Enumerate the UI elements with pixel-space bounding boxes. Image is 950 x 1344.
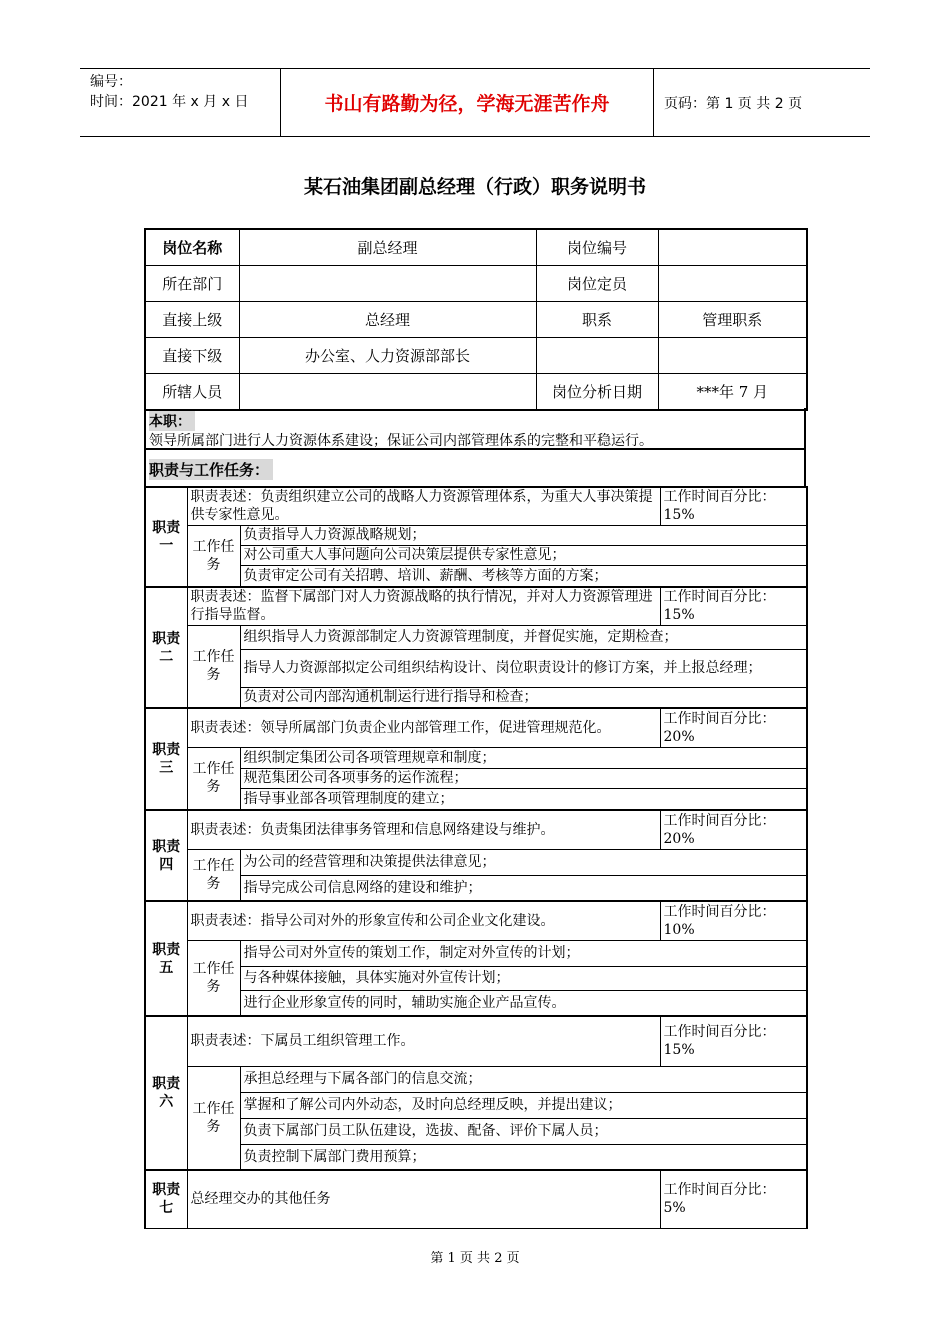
- work-task-item: 负责对公司内部沟通机制运行进行指导和检查；: [240, 687, 807, 708]
- time-percent-value: 15%: [663, 607, 695, 624]
- work-task-item: 为公司的经营管理和决策提供法律意见；: [240, 849, 807, 875]
- work-tasks-label: 工作任务: [187, 525, 240, 587]
- dept-value: [239, 266, 536, 302]
- duty-desc-row: [145, 708, 807, 747]
- time-percent-value: 5%: [663, 1200, 686, 1217]
- time-percent-label: 工作时间百分比：: [663, 1182, 776, 1199]
- core-duty-heading: 本职：: [149, 411, 195, 431]
- work-tasks-label: 工作任务: [187, 747, 240, 810]
- duty-task-row: [145, 966, 807, 990]
- post-code-value: [658, 229, 807, 266]
- analysis-date-value: ***年 7 月: [658, 374, 807, 411]
- duty-desc-row: [145, 487, 807, 525]
- page-header: [80, 68, 870, 137]
- duty-task-row: [145, 768, 807, 788]
- duties-table: [144, 486, 808, 1229]
- post-name-label: 岗位名称: [145, 229, 239, 266]
- duty-description: 职责表述：领导所属部门负责企业内部管理工作，促进管理规范化。: [187, 708, 660, 747]
- duty-description: 总经理交办的其他任务: [187, 1170, 660, 1228]
- duty-task-row: [145, 849, 807, 875]
- dept-label: 所在部门: [145, 266, 239, 302]
- work-task-item: 规范集团公司各项事务的运作流程；: [240, 768, 807, 788]
- work-task-item: 负责指导人力资源战略规划；: [240, 525, 807, 545]
- work-tasks-label: 工作任务: [187, 849, 240, 901]
- time-percent-label: 工作时间百分比：: [663, 589, 776, 606]
- duties-heading-row: [144, 450, 806, 487]
- time-percent-label: 工作时间百分比：: [663, 710, 776, 727]
- duty-task-row: [145, 649, 807, 687]
- basic-info-table: [144, 228, 808, 411]
- header-meta: [80, 69, 281, 136]
- work-task-item: 负责下属部门员工队伍建设，选拔、配备、评价下属人员；: [240, 1118, 807, 1144]
- duty-time-percent: [660, 708, 807, 747]
- work-tasks-label: 工作任务: [187, 940, 240, 1016]
- time-percent-value: 10%: [663, 921, 695, 938]
- duty-task-row: [145, 940, 807, 966]
- duty-time-percent: [660, 487, 807, 525]
- work-tasks-label: 工作任务: [187, 625, 240, 708]
- header-time: 时间：2021 年 x 月 x 日: [90, 94, 249, 110]
- time-percent-value: 15%: [663, 1042, 695, 1059]
- duty-time-percent: [660, 901, 807, 940]
- work-task-item: 指导完成公司信息网络的建设和维护；: [240, 875, 807, 901]
- analysis-date-label: 岗位分析日期: [536, 374, 658, 411]
- duty-number: 职责一: [145, 487, 187, 587]
- core-duty-section: [144, 408, 806, 450]
- header-motto: 书山有路勤为径，学海无涯苦作舟: [281, 69, 654, 136]
- duty-task-row: [145, 545, 807, 565]
- subordinate-label: 直接下级: [145, 338, 239, 374]
- header-code: 编号：: [90, 74, 132, 90]
- duty-description: 职责表述：指导公司对外的形象宣传和公司企业文化建设。: [187, 901, 660, 940]
- series-label: 职系: [536, 302, 658, 338]
- duty-description: 职责表述：负责集团法律事务管理和信息网络建设与维护。: [187, 810, 660, 849]
- duty-number: 职责五: [145, 901, 187, 1016]
- duty-task-row: [145, 1118, 807, 1144]
- duty-description: 职责表述：负责组织建立公司的战略人力资源管理体系，为重大人事决策提供专家性意见。: [187, 487, 660, 525]
- duties-heading: 职责与工作任务：: [149, 459, 273, 480]
- duty-number: 职责三: [145, 708, 187, 810]
- time-percent-label: 工作时间百分比：: [663, 903, 776, 920]
- duty-desc-row: [145, 810, 807, 849]
- quota-value: [658, 266, 807, 302]
- page-footer: 第 1 页 共 2 页: [430, 1251, 520, 1266]
- duty-time-percent: [660, 1016, 807, 1066]
- empty-cell: [536, 338, 658, 374]
- duty-number: 职责四: [145, 810, 187, 901]
- duty-number: 职责六: [145, 1016, 187, 1170]
- quota-label: 岗位定员: [536, 266, 658, 302]
- work-tasks-label: 工作任务: [187, 1066, 240, 1170]
- work-task-item: 承担总经理与下属各部门的信息交流；: [240, 1066, 807, 1092]
- work-task-item: 对公司重大人事问题向公司决策层提供专家性意见；: [240, 545, 807, 565]
- time-percent-value: 15%: [663, 507, 695, 524]
- post-name-value: 副总经理: [239, 229, 536, 266]
- staff-label: 所辖人员: [145, 374, 239, 411]
- duty-task-row: [145, 565, 807, 587]
- series-value: 管理职系: [658, 302, 807, 338]
- core-duty-text: 领导所属部门进行人力资源体系建设；保证公司内部管理体系的完整和平稳运行。: [149, 433, 653, 449]
- duty-task-row: [145, 1066, 807, 1092]
- duty-description: 职责表述：监督下属部门对人力资源战略的执行情况，并对人力资源管理进行指导监督。: [187, 587, 660, 625]
- time-percent-value: 20%: [663, 728, 695, 745]
- post-code-label: 岗位编号: [536, 229, 658, 266]
- work-task-item: 负责控制下属部门费用预算；: [240, 1144, 807, 1170]
- superior-label: 直接上级: [145, 302, 239, 338]
- duty-desc-row: [145, 1016, 807, 1066]
- duty-task-row: [145, 1144, 807, 1170]
- duty-desc-row: [145, 1170, 807, 1228]
- work-task-item: 进行企业形象宣传的同时，辅助实施企业产品宣传。: [240, 990, 807, 1016]
- duty-description: 职责表述：下属员工组织管理工作。: [187, 1016, 660, 1066]
- time-percent-value: 20%: [663, 830, 695, 847]
- duty-task-row: [145, 788, 807, 810]
- duty-task-row: [145, 525, 807, 545]
- superior-value: 总经理: [239, 302, 536, 338]
- duty-number: 职责七: [145, 1170, 187, 1228]
- duty-time-percent: [660, 1170, 807, 1228]
- time-percent-label: 工作时间百分比：: [663, 489, 776, 506]
- work-task-item: 指导公司对外宣传的策划工作，制定对外宣传的计划；: [240, 940, 807, 966]
- duty-time-percent: [660, 587, 807, 625]
- duty-time-percent: [660, 810, 807, 849]
- work-task-item: 指导事业部各项管理制度的建立；: [240, 788, 807, 810]
- document-title: 某石油集团副总经理（行政）职务说明书: [303, 176, 646, 198]
- time-percent-label: 工作时间百分比：: [663, 812, 776, 829]
- duty-desc-row: [145, 901, 807, 940]
- work-task-item: 负责审定公司有关招聘、培训、薪酬、考核等方面的方案；: [240, 565, 807, 587]
- duty-task-row: [145, 1092, 807, 1118]
- duty-number: 职责二: [145, 587, 187, 708]
- staff-value: [239, 374, 536, 411]
- header-page: 页码：第 1 页 共 2 页: [664, 95, 803, 112]
- time-percent-label: 工作时间百分比：: [663, 1024, 776, 1041]
- duty-desc-row: [145, 587, 807, 625]
- duty-task-row: [145, 625, 807, 649]
- work-task-item: 组织制定集团公司各项管理规章和制度；: [240, 747, 807, 768]
- duty-task-row: [145, 990, 807, 1016]
- work-task-item: 组织指导人力资源部制定人力资源管理制度，并督促实施，定期检查；: [240, 625, 807, 649]
- duty-task-row: [145, 687, 807, 708]
- duty-task-row: [145, 747, 807, 768]
- empty-cell: [658, 338, 807, 374]
- subordinate-value: 办公室、人力资源部部长: [239, 338, 536, 374]
- work-task-item: 与各种媒体接触，具体实施对外宣传计划；: [240, 966, 807, 990]
- work-task-item: 指导人力资源部拟定公司组织结构设计、岗位职责设计的修订方案，并上报总经理；: [240, 649, 807, 687]
- duty-task-row: [145, 875, 807, 901]
- work-task-item: 掌握和了解公司内外动态，及时向总经理反映，并提出建议；: [240, 1092, 807, 1118]
